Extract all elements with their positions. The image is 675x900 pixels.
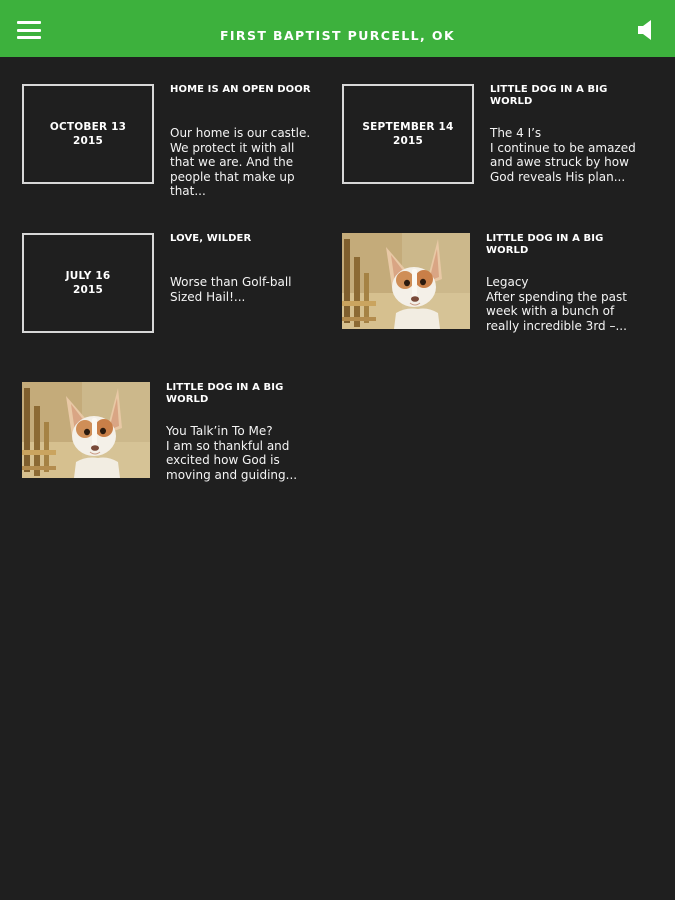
post-date-thumbnail [22,233,154,333]
post-excerpt: Our home is our castle. We protect it with all that we are. And the people that make up that... [170,126,311,199]
post-title: LOVE, WILDER [170,233,252,244]
post-date-month-day: JULY 16 [65,270,111,282]
post-date-year: 2015 [72,135,104,147]
post-excerpt: Worse than Golf-ball Sized Hail!... [170,275,292,304]
post-card[interactable] [342,84,642,194]
post-date-month-day: SEPTEMBER 14 [362,121,454,133]
post-date-month-day: OCTOBER 13 [49,121,127,133]
post-excerpt: You Talk’in To Me? I am so thankful and excited how God is moving and guiding... [166,424,298,482]
post-date-year: 2015 [392,135,424,147]
post-card[interactable] [22,84,322,199]
post-thumbnail-image [342,233,470,329]
post-card[interactable] [22,233,322,343]
post-date-year: 2015 [72,284,103,296]
app-bar [0,0,675,57]
post-title: LITTLE DOG IN A BIG WORLD [486,233,604,256]
post-excerpt: The 4 I’s I continue to be amazed and awe struck by how God reveals His plan... [490,126,636,184]
post-excerpt: Legacy After spending the past week with a bunch of really incredible 3rd –... [486,275,627,333]
post-thumbnail-image [22,382,150,478]
post-title: HOME IS AN OPEN DOOR [170,84,311,95]
post-date-thumbnail [22,84,154,184]
app-title: FIRST BAPTIST PURCELL, OK [219,28,456,43]
post-card[interactable] [22,382,322,492]
speaker-icon[interactable] [637,19,655,41]
post-date-thumbnail [342,84,474,184]
post-title: LITTLE DOG IN A BIG WORLD [166,382,284,405]
post-card[interactable] [342,233,642,343]
post-title: LITTLE DOG IN A BIG WORLD [490,84,608,107]
